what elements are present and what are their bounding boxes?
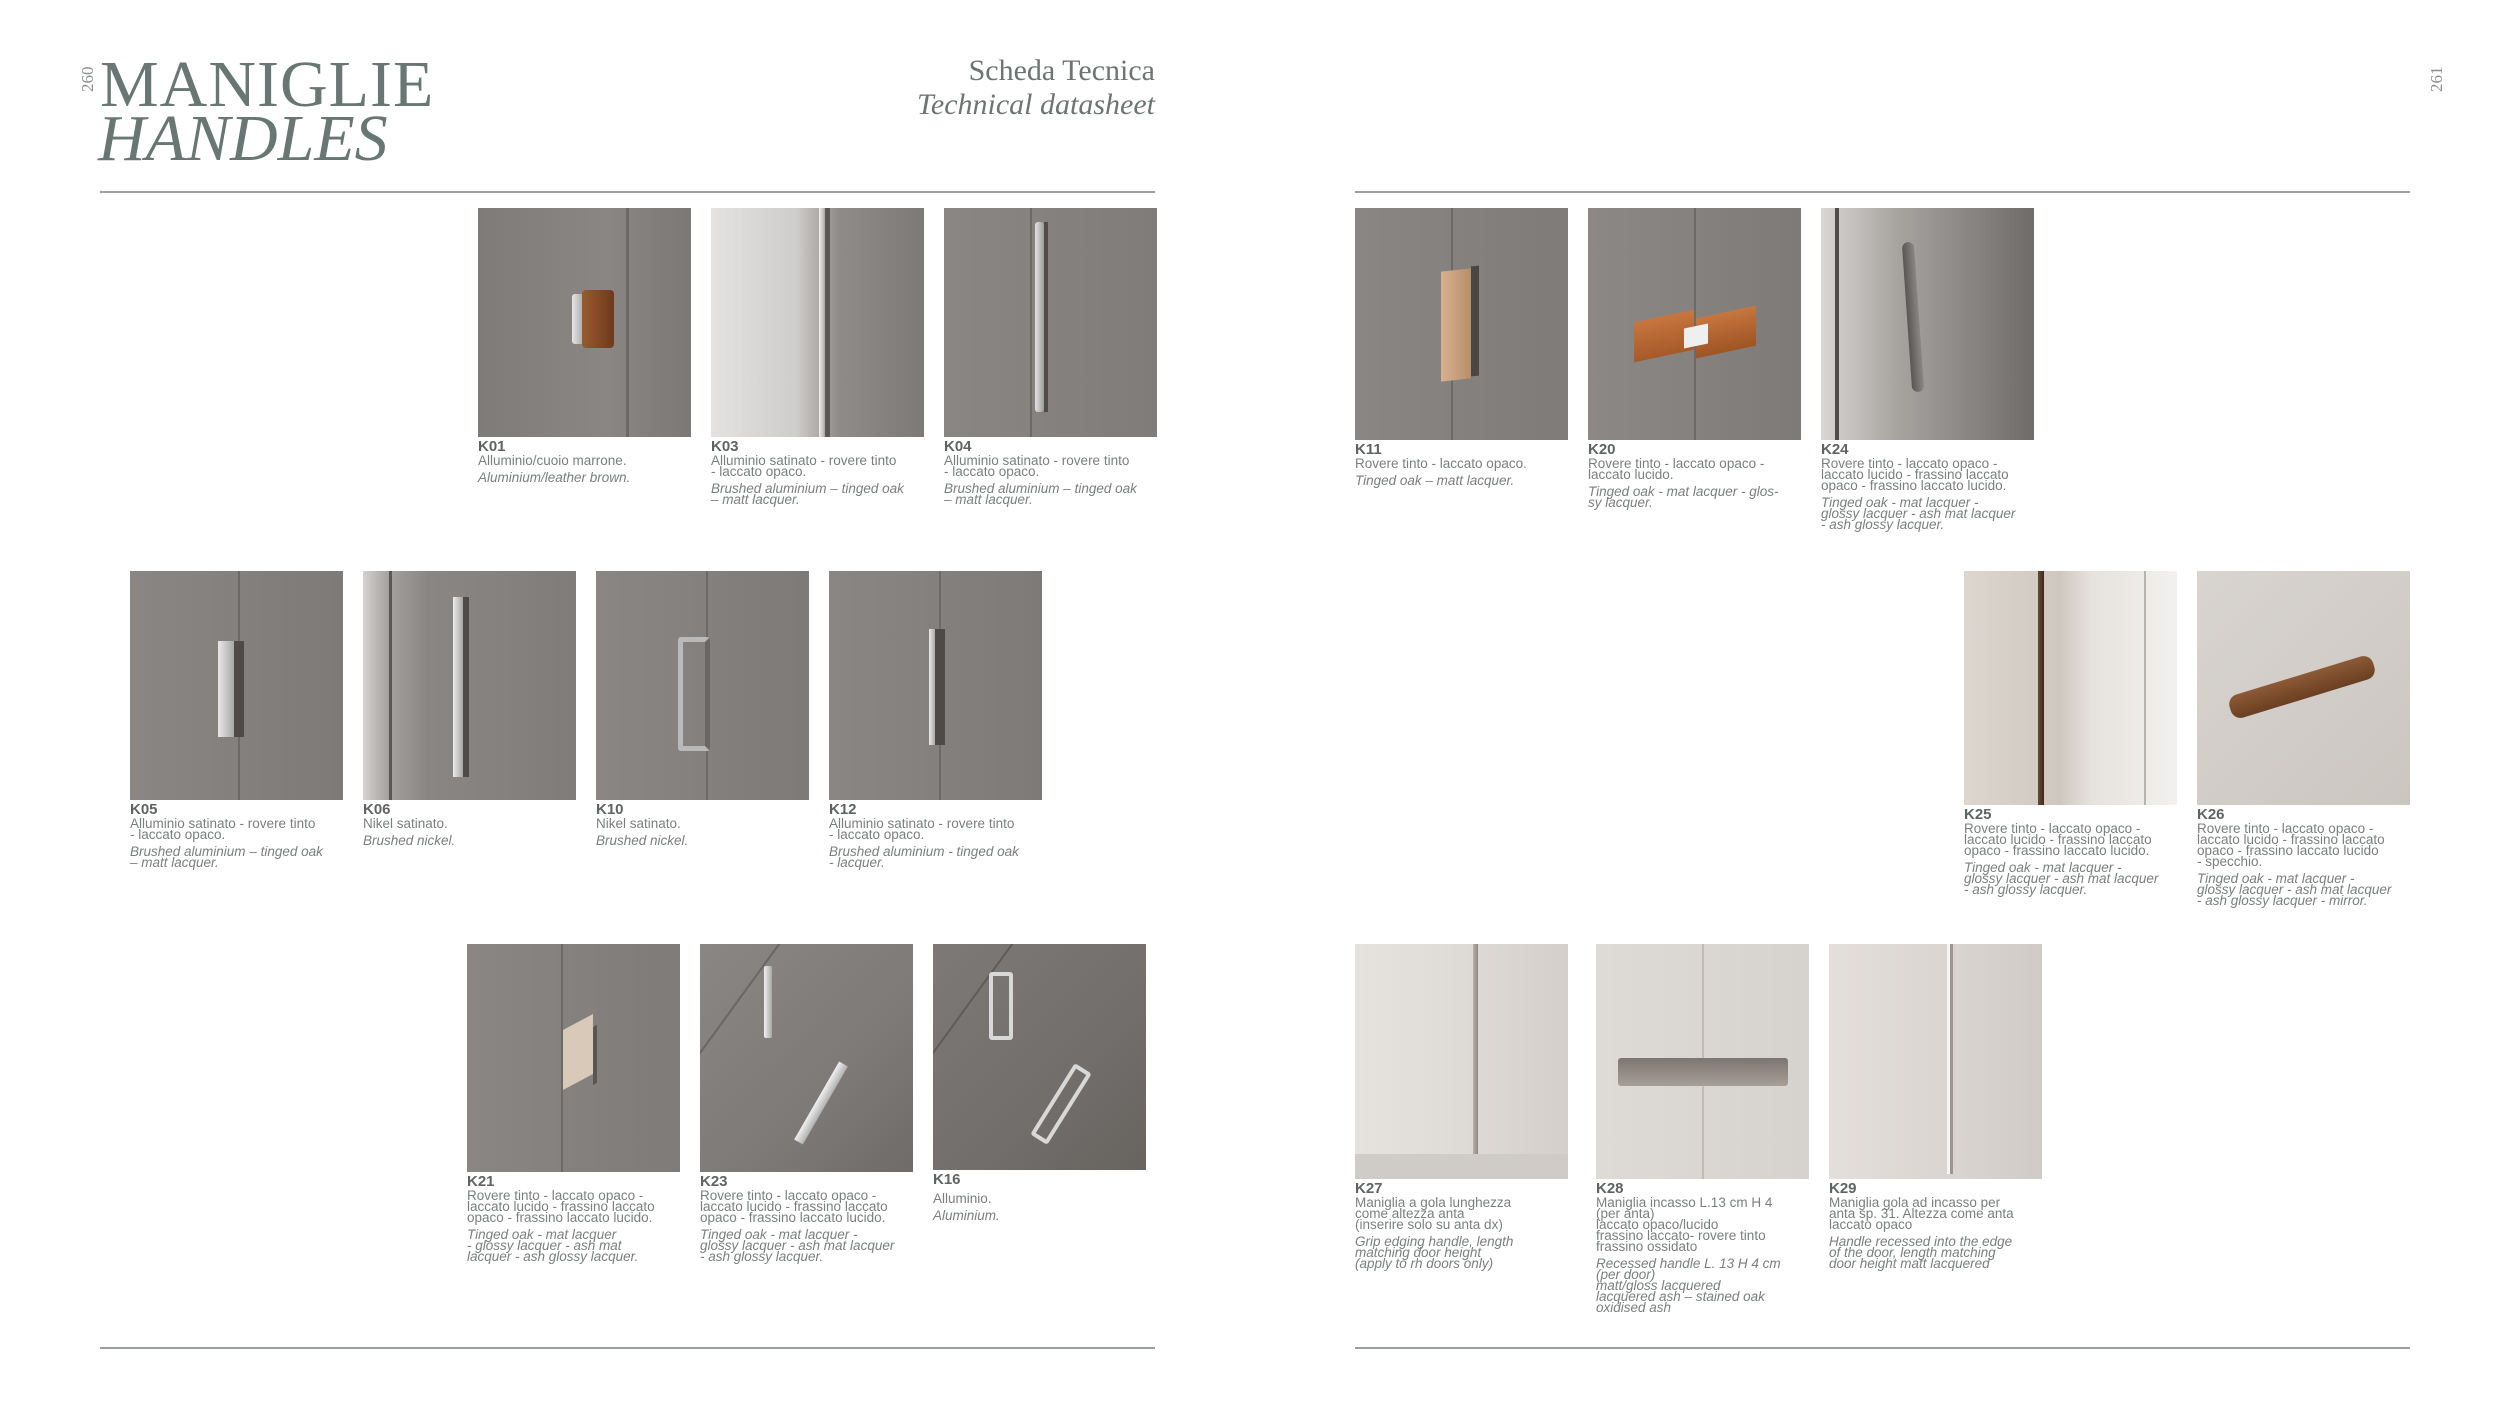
product-card-k23 bbox=[700, 944, 915, 1262]
description-english: Tinged oak - mat lacquer - glossy lacquer - ash mat lacquer - ash glossy lacquer. bbox=[1821, 495, 2016, 532]
top-rule-right bbox=[1355, 191, 2410, 193]
product-card-k11 bbox=[1355, 208, 1570, 486]
product-photo-k28 bbox=[1596, 944, 1809, 1179]
subtitle-italian: Scheda Tecnica bbox=[968, 54, 1155, 87]
product-card-k25 bbox=[1964, 571, 2179, 895]
product-code: K20 bbox=[1588, 441, 1616, 458]
title-italian: MANIGLIE bbox=[100, 48, 435, 121]
product-code: K21 bbox=[467, 1173, 495, 1190]
product-card-k12 bbox=[829, 571, 1044, 868]
description-italian: Maniglia a gola lunghezza come altezza anta (inserire solo su anta dx) bbox=[1355, 1195, 1512, 1232]
description-italian: Alluminio satinato - rovere tinto - laccato opaco. bbox=[944, 453, 1130, 479]
product-code: K23 bbox=[700, 1173, 728, 1190]
description-italian: Rovere tinto - laccato opaco - laccato lucido - frassino laccato opaco - frassino laccato lucido - specchio. bbox=[2197, 821, 2385, 869]
description-italian: Rovere tinto - laccato opaco - laccato lucido - frassino laccato opaco - frassino laccato lucido. bbox=[1821, 456, 2009, 493]
description-italian: Alluminio/cuoio marrone. bbox=[478, 453, 627, 468]
description-italian: Nikel satinato. bbox=[363, 816, 448, 831]
description-english: Tinged oak - mat lacquer - glossy lacquer - ash mat lacquer - ash glossy lacquer - mirror. bbox=[2197, 871, 2392, 908]
description-italian: Maniglia incasso L.13 cm H 4 (per anta) laccato opaco/lucido frassino laccato- rovere tinto frassino ossidato bbox=[1596, 1195, 1773, 1254]
description-italian: Rovere tinto - laccato opaco - laccato lucido - frassino laccato opaco - frassino laccato lucido. bbox=[700, 1188, 888, 1225]
product-photo-k01 bbox=[478, 208, 691, 437]
description-english: Grip edging handle, length matching door height (apply to rh doors only) bbox=[1355, 1234, 1514, 1271]
product-photo-k12 bbox=[829, 571, 1042, 800]
product-code: K10 bbox=[596, 801, 624, 818]
description-english: Brushed aluminium - tinged oak - lacquer. bbox=[829, 844, 1019, 870]
product-code: K28 bbox=[1596, 1180, 1624, 1197]
product-card-k06 bbox=[363, 571, 578, 846]
product-photo-k05 bbox=[130, 571, 343, 800]
description-italian: Alluminio satinato - rovere tinto - laccato opaco. bbox=[829, 816, 1015, 842]
description-english: Recessed handle L. 13 H 4 cm (per door) matt/gloss lacquered lacquered ash – stained oak oxidised ash bbox=[1596, 1256, 1781, 1315]
title-english: HANDLES bbox=[98, 102, 388, 175]
product-code: K27 bbox=[1355, 1180, 1383, 1197]
description-english: Tinged oak - mat lacquer - glossy lacquer - ash mat lacquer - ash glossy lacquer. bbox=[700, 1227, 895, 1264]
description-english: Handle recessed into the edge of the door, length matching door height matt lacquered bbox=[1829, 1234, 2013, 1271]
product-code: K05 bbox=[130, 801, 158, 818]
product-code: K06 bbox=[363, 801, 391, 818]
product-code: K11 bbox=[1355, 441, 1382, 458]
product-code: K12 bbox=[829, 801, 857, 818]
description-english: Tinged oak – matt lacquer. bbox=[1355, 473, 1515, 488]
product-code: K29 bbox=[1829, 1180, 1857, 1197]
bottom-rule-left bbox=[100, 1347, 1155, 1349]
description-italian: Maniglia gola ad incasso per anta sp. 31. Altezza come anta laccato opaco bbox=[1829, 1195, 2014, 1232]
product-code: K16 bbox=[933, 1171, 961, 1188]
product-photo-k26 bbox=[2197, 571, 2410, 805]
description-english: Tinged oak - mat lacquer - glossy lacquer - ash mat lacquer - ash glossy lacquer. bbox=[467, 1227, 639, 1264]
description-english: Brushed nickel. bbox=[363, 833, 456, 848]
product-photo-k21 bbox=[467, 944, 680, 1172]
description-english: Aluminium. bbox=[933, 1208, 1000, 1223]
product-photo-k10 bbox=[596, 571, 809, 800]
page-number-right: 261 bbox=[2427, 66, 2446, 92]
product-code: K01 bbox=[478, 438, 506, 455]
description-italian: Alluminio. bbox=[933, 1191, 992, 1206]
product-card-k28 bbox=[1596, 944, 1811, 1313]
product-code: K04 bbox=[944, 438, 972, 455]
product-card-k27 bbox=[1355, 944, 1570, 1269]
top-rule-left bbox=[100, 191, 1155, 193]
product-card-k04 bbox=[944, 208, 1159, 505]
page-number-left: 260 bbox=[78, 66, 97, 92]
description-italian: Rovere tinto - laccato opaco - laccato lucido - frassino laccato opaco - frassino laccato lucido. bbox=[1964, 821, 2152, 858]
product-code: K03 bbox=[711, 438, 739, 455]
description-italian: Nikel satinato. bbox=[596, 816, 681, 831]
description-english: Brushed nickel. bbox=[596, 833, 689, 848]
product-card-k03 bbox=[711, 208, 926, 505]
product-photo-k06 bbox=[363, 571, 576, 800]
description-italian: Alluminio satinato - rovere tinto - laccato opaco. bbox=[711, 453, 897, 479]
product-card-k20 bbox=[1588, 208, 1803, 508]
product-card-k21 bbox=[467, 944, 682, 1262]
description-italian: Rovere tinto - laccato opaco - laccato lucido - frassino laccato opaco - frassino laccato lucido. bbox=[467, 1188, 655, 1225]
description-italian: Rovere tinto - laccato opaco. bbox=[1355, 456, 1527, 471]
product-photo-k23 bbox=[700, 944, 913, 1172]
product-photo-k25 bbox=[1964, 571, 2177, 805]
description-italian: Alluminio satinato - rovere tinto - laccato opaco. bbox=[130, 816, 316, 842]
product-card-k24 bbox=[1821, 208, 2036, 530]
subtitle-english: Technical datasheet bbox=[916, 88, 1155, 121]
product-card-k10 bbox=[596, 571, 811, 846]
description-english: Tinged oak - mat lacquer - glos- sy lacquer. bbox=[1588, 484, 1779, 510]
bottom-rule-right bbox=[1355, 1347, 2410, 1349]
product-photo-k11 bbox=[1355, 208, 1568, 440]
product-card-k16 bbox=[933, 944, 1148, 1221]
product-photo-k20 bbox=[1588, 208, 1801, 440]
product-card-k29 bbox=[1829, 944, 2044, 1269]
product-photo-k24 bbox=[1821, 208, 2034, 440]
product-photo-k04 bbox=[944, 208, 1157, 437]
product-card-k01 bbox=[478, 208, 693, 483]
product-card-k26 bbox=[2197, 571, 2412, 906]
description-english: Tinged oak - mat lacquer - glossy lacquer - ash mat lacquer - ash glossy lacquer. bbox=[1964, 860, 2159, 897]
product-code: K25 bbox=[1964, 806, 1992, 823]
product-code: K26 bbox=[2197, 806, 2225, 823]
product-photo-k03 bbox=[711, 208, 924, 437]
product-card-k05 bbox=[130, 571, 345, 868]
description-english: Brushed aluminium – tinged oak – matt lacquer. bbox=[711, 481, 904, 507]
description-english: Brushed aluminium – tinged oak – matt lacquer. bbox=[944, 481, 1137, 507]
product-code: K24 bbox=[1821, 441, 1849, 458]
description-english: Aluminium/leather brown. bbox=[478, 470, 631, 485]
product-photo-k27 bbox=[1355, 944, 1568, 1179]
description-italian: Rovere tinto - laccato opaco - laccato lucido. bbox=[1588, 456, 1765, 482]
product-photo-k16 bbox=[933, 944, 1146, 1170]
product-photo-k29 bbox=[1829, 944, 2042, 1179]
description-english: Brushed aluminium – tinged oak – matt lacquer. bbox=[130, 844, 323, 870]
